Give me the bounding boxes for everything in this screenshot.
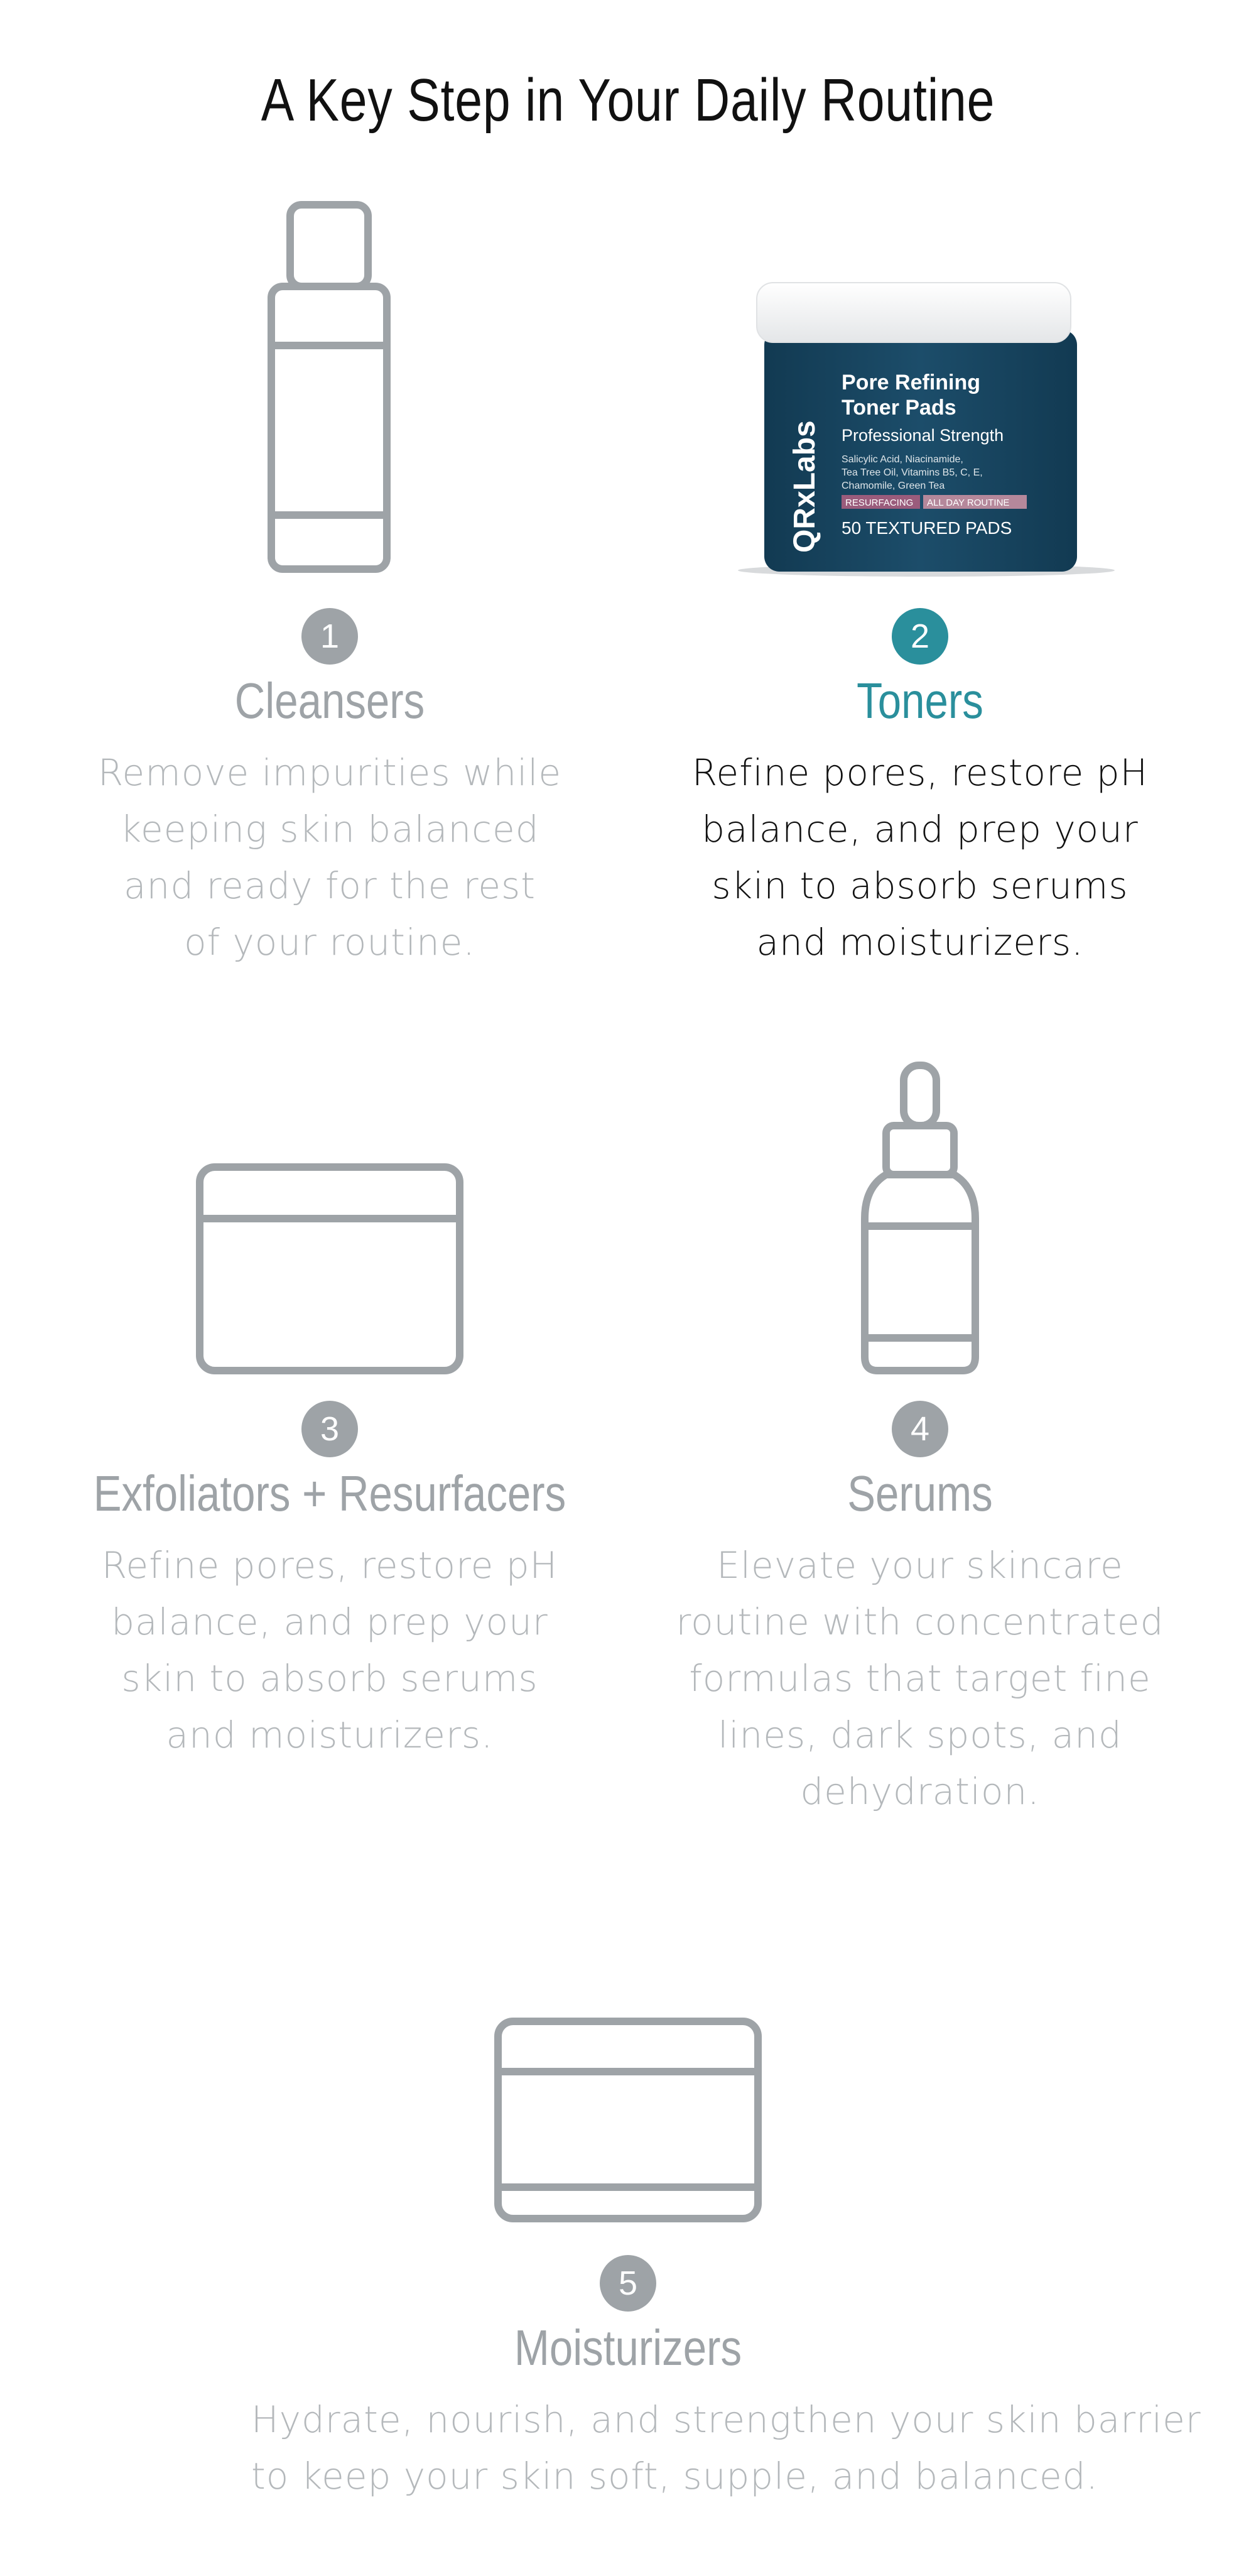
product-strength: Professional Strength [842, 426, 1004, 445]
step-name: Cleansers [234, 673, 425, 729]
step-name: Moisturizers [514, 2320, 742, 2376]
step-description: Remove impurities while keeping skin balanced and ready for the rest of your routine. [97, 751, 562, 964]
page-title: A Key Step in Your Daily Routine [261, 67, 995, 134]
step-description: Hydrate, nourish, and strengthen your skin barrier to keep your skin soft, supple, and balanced. [251, 2398, 1201, 2497]
step-name: Toners [857, 673, 983, 729]
step-number-badge: 1 [301, 608, 358, 665]
step-moisturizers [251, 1822, 1201, 2513]
toner-pads-jar-product-image [725, 270, 1115, 578]
step-number-badge: 3 [301, 1401, 358, 1457]
step-name: Serums [847, 1465, 993, 1521]
product-ingredients-line2: Tea Tree Oil, Vitamins B5, C, E, [842, 467, 983, 478]
step-number-badge: 2 [892, 608, 948, 665]
step-exfoliators [47, 980, 612, 1796]
step-number-badge: 5 [600, 2255, 656, 2312]
step-cleansers [47, 188, 612, 1005]
product-name-line1: Pore Refining [842, 371, 981, 394]
product-count: 50 TEXTURED PADS [842, 518, 1012, 538]
product-brand: QRxLabs [788, 420, 821, 553]
serum-dropper-bottle-icon [857, 1062, 983, 1376]
product-ingredients-line1: Salicylic Acid, Niacinamide, [842, 454, 963, 465]
step-description: Elevate your skincare routine with concentrated formulas that target fine lines, dark spots, and dehydration. [676, 1544, 1164, 1813]
product-ingredients-line3: Chamomile, Green Tea [842, 481, 945, 491]
step-number-badge: 4 [892, 1401, 948, 1457]
step-name: Exfoliators + Resurfacers [93, 1465, 566, 1521]
product-name-line2: Toner Pads [842, 396, 956, 420]
exfoliator-jar-icon [195, 1162, 465, 1376]
product-tag-2: ALL DAY ROUTINE [927, 497, 1010, 508]
step-toners [637, 188, 1203, 1005]
moisturizer-jar-icon [493, 2016, 763, 2224]
product-tag-1: RESURFACING [845, 497, 914, 508]
cleanser-bottle-icon [264, 201, 396, 578]
step-serums [637, 980, 1203, 1813]
step-description: Refine pores, restore pH balance, and prep your skin to absorb serums and moisturizers. [101, 1544, 558, 1756]
step-description: Refine pores, restore pH balance, and prep your skin to absorb serums and moisturizers. [691, 751, 1149, 964]
